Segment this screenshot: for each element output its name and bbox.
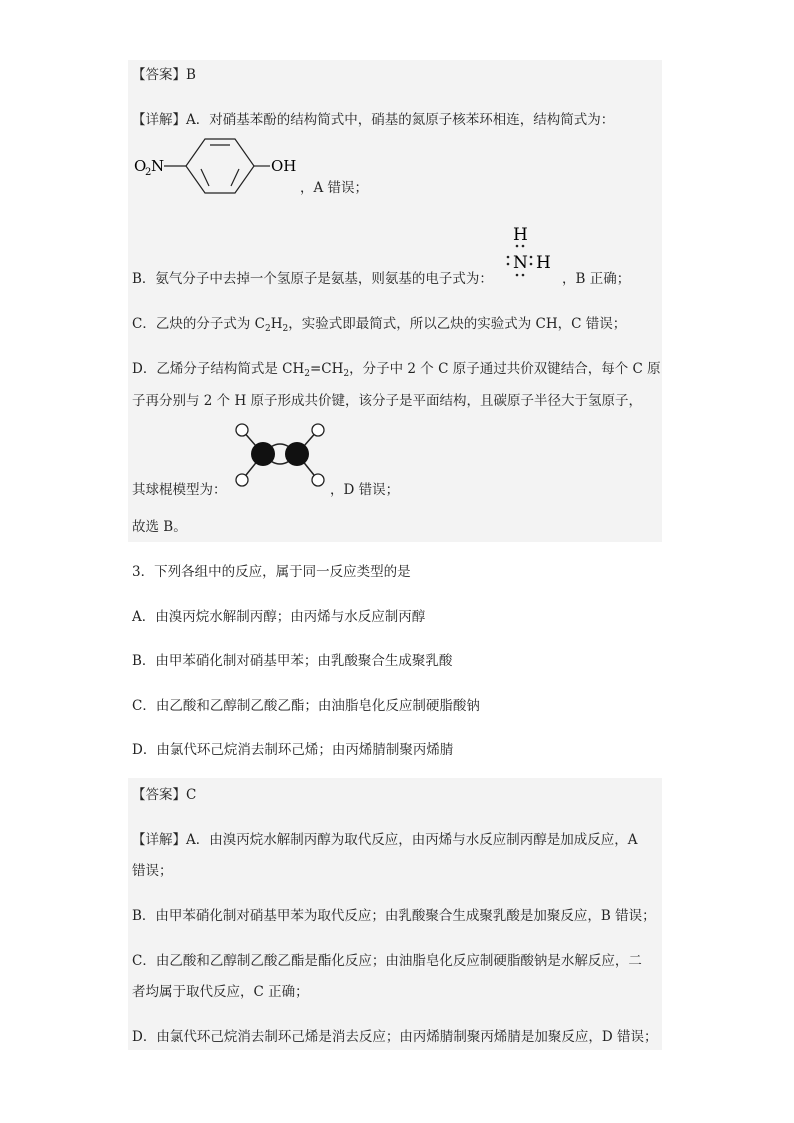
detail-c-mid: H xyxy=(270,316,283,332)
question-3-option-c: C．由乙酸和乙醇制乙酸乙酯；由油脂皂化反应制硬脂酸钠 xyxy=(132,698,480,714)
hydrogen-atom xyxy=(236,424,248,436)
detail-3-a-line1 xyxy=(132,831,638,849)
detail-1-d-line3: 其球棍模型为： xyxy=(132,482,227,498)
amino-electron-formula xyxy=(503,224,563,279)
hydrogen-atom xyxy=(312,474,324,486)
answer-3 xyxy=(132,786,196,804)
question-3-option-b: B．由甲苯硝化制对硝基甲苯；由乳酸聚合生成聚乳酸 xyxy=(132,653,453,669)
question-3-option-a: A．由溴丙烷水解制丙醇；由丙烯与水反应制丙醇 xyxy=(132,609,426,625)
question-3-option-d: D．由氯代环己烷消去制环己烯；由丙烯腈制聚丙烯腈 xyxy=(132,742,454,758)
ethylene-ball-stick-model xyxy=(230,420,330,490)
hydrogen-atom xyxy=(312,424,324,436)
detail-3-a1: A．由溴丙烷水解制丙醇为取代反应，由丙烯与水反应制丙醇是加成反应，A xyxy=(186,832,638,848)
detail-d-mid: =CH xyxy=(309,361,344,377)
amino-h-top: H xyxy=(513,225,528,245)
benzene-ring xyxy=(186,139,254,193)
detail-d-pre: D．乙烯分子结构简式是 CH xyxy=(132,361,305,377)
detail-c-sub1: 2 xyxy=(264,324,271,334)
detail-c-pre: C．乙炔的分子式为 C xyxy=(132,316,265,332)
answer-label: 【答案】 xyxy=(132,787,186,803)
detail-1-b xyxy=(132,270,493,288)
carbon-atom xyxy=(285,442,309,466)
detail-1-c xyxy=(132,315,626,333)
answer-block-background xyxy=(128,60,662,542)
answer-value: B xyxy=(186,67,196,83)
detail-3-a-line2: 错误； xyxy=(132,863,173,879)
detail-3-c-line1: C．由乙酸和乙醇制乙酸乙酯是酯化反应；由油脂皂化反应制硬脂酸钠是水解反应，二 xyxy=(132,953,642,969)
detail-d-post: ，分子中 2 个 C 原子通过共价双键结合，每个 C 原 xyxy=(349,361,661,377)
detail-label: 【详解】 xyxy=(132,832,186,848)
question-3-stem: 3．下列各组中的反应，属于同一反应类型的是 xyxy=(132,564,411,580)
answer-label: 【答案】 xyxy=(132,67,186,83)
amino-n: N xyxy=(513,253,528,273)
detail-1-conclusion: 故选 B。 xyxy=(132,519,187,535)
detail-1-d-line2: 子再分别与 2 个 H 原子形成共价键，该分子是平面结构，且碳原子半径大于氢原子， xyxy=(132,393,643,409)
amino-h-right: H xyxy=(536,253,551,273)
detail-d-sub2: 2 xyxy=(343,369,350,379)
detail-c-sub2: 2 xyxy=(282,324,289,334)
detail-1-d-line1 xyxy=(132,360,661,378)
detail-b-tail: ，B 正确； xyxy=(562,271,631,287)
detail-d-tail: ，D 错误； xyxy=(330,482,400,498)
detail-3-b: B．由甲苯硝化制对硝基甲苯为取代反应；由乳酸聚合生成聚乳酸是加聚反应，B 错误； xyxy=(132,908,656,924)
detail-3-d: D．由氯代环己烷消去制环己烯是消去反应；由丙烯腈制聚丙烯腈是加聚反应，D 错误； xyxy=(132,1029,658,1045)
hydrogen-atom xyxy=(236,474,248,486)
detail-b-text: B．氨气分子中去掉一个氢原子是氨基，则氨基的电子式为： xyxy=(132,271,493,287)
struct-o-sub: 2 xyxy=(145,167,152,178)
detail-d-sub1: 2 xyxy=(304,369,310,379)
detail-a-text: A．对硝基苯酚的结构简式中，硝基的氮原子核苯环相连，结构简式为： xyxy=(186,112,615,128)
detail-a-tail: ，A 错误； xyxy=(300,180,369,196)
detail-3-c-line2: 者均属于取代反应，C 正确； xyxy=(132,984,309,1000)
detail-c-post: ，实验式即最简式，所以乙炔的实验式为 CH，C 错误； xyxy=(288,316,627,332)
answer-value: C xyxy=(186,787,197,803)
struct-oh-label: OH xyxy=(271,157,297,175)
p-nitrophenol-structure xyxy=(132,136,302,196)
answer-1 xyxy=(132,66,196,84)
detail-label: 【详解】 xyxy=(132,112,186,128)
carbon-atom xyxy=(251,442,275,466)
detail-1-a xyxy=(132,111,614,129)
struct-o-label: O xyxy=(134,157,147,175)
struct-n-label: N xyxy=(151,157,165,175)
